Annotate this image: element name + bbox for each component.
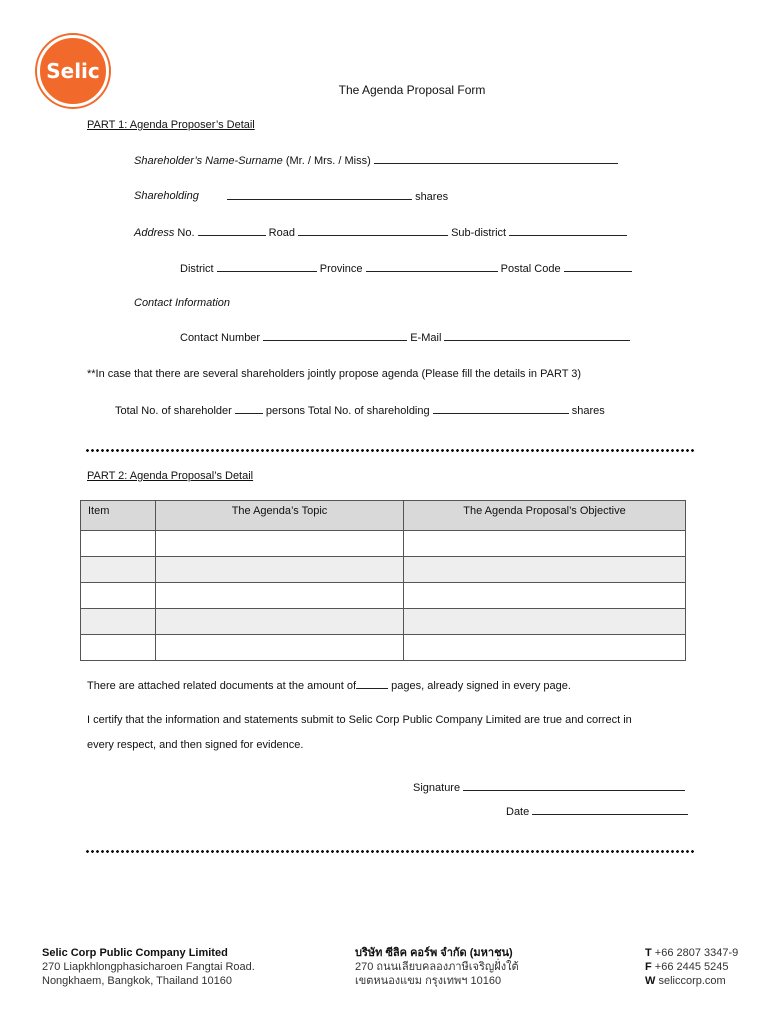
shares-unit: shares (415, 191, 449, 203)
fax-label: F (645, 961, 652, 973)
item-cell[interactable] (81, 635, 156, 661)
part1-heading: PART 1: Agenda Proposer’s Detail (87, 119, 255, 131)
footer-thai-address (355, 946, 519, 988)
column-header-topic: The Agenda’s Topic (156, 501, 404, 531)
name-titles: (Mr. / Mrs. / Miss) (285, 155, 371, 167)
attached-suffix: pages, already signed in every page. (391, 680, 571, 692)
column-header-item: Item (81, 501, 156, 531)
web-label: W (645, 975, 656, 987)
shareholding-label: Shareholding (134, 190, 199, 202)
subdistrict-label: Sub-district (451, 227, 507, 239)
form-title: The Agenda Proposal Form (338, 83, 486, 97)
table-row (81, 531, 686, 557)
item-cell[interactable] (81, 531, 156, 557)
persons-unit: persons (265, 405, 306, 417)
dotted-divider (85, 449, 695, 452)
objective-cell[interactable] (404, 557, 686, 583)
table-row (81, 583, 686, 609)
name-label: Shareholder’s Name-Surname (134, 155, 283, 167)
topic-cell[interactable] (156, 531, 404, 557)
tel-label: T (645, 947, 652, 959)
shareholding-field[interactable] (227, 190, 412, 200)
address-row (134, 226, 627, 239)
signature-row (413, 781, 685, 794)
address-en-line2: Nongkhaem, Bangkok, Thailand 10160 (42, 975, 232, 987)
date-row (506, 805, 688, 818)
table-row (81, 609, 686, 635)
district-row (180, 262, 632, 275)
company-name-en: Selic Corp Public Company Limited (42, 947, 228, 959)
total-shares-unit: shares (571, 405, 605, 417)
contact-number-field[interactable] (263, 331, 407, 341)
web-value: seliccorp.com (658, 975, 726, 987)
address-en-line1: 270 Liapkhlongphasicharoen Fangtai Road. (42, 961, 255, 973)
objective-cell[interactable] (404, 609, 686, 635)
province-field[interactable] (366, 262, 498, 272)
signature-field[interactable] (463, 781, 685, 791)
postal-label: Postal Code (500, 263, 561, 275)
total-holding-label: Total No. of shareholding (307, 405, 430, 417)
no-label: No. (177, 227, 195, 239)
name-row (134, 154, 618, 167)
email-label: E-Mail (410, 332, 442, 344)
table-row (81, 557, 686, 583)
contact-number-label: Contact Number (180, 332, 261, 344)
tel-value: +66 2807 3347-9 (654, 947, 739, 959)
objective-cell[interactable] (404, 531, 686, 557)
objective-cell[interactable] (404, 635, 686, 661)
district-field[interactable] (217, 262, 317, 272)
contact-row (180, 331, 630, 344)
part2-heading: PART 2: Agenda Proposal’s Detail (87, 470, 254, 482)
topic-cell[interactable] (156, 609, 404, 635)
pages-count-field[interactable] (356, 679, 388, 689)
item-cell[interactable] (81, 557, 156, 583)
agenda-table (80, 500, 686, 661)
date-field[interactable] (532, 805, 688, 815)
address-th-line1: 270 ถนนเลียบคลองภาษีเจริญฝั่งใต้ (355, 961, 519, 973)
logo-text: Selic (46, 59, 100, 83)
attached-prefix: There are attached related documents at the amount of (87, 680, 357, 692)
topic-cell[interactable] (156, 583, 404, 609)
certify-line-2: every respect, and then signed for evidence. (87, 739, 304, 751)
postal-field[interactable] (564, 262, 632, 272)
district-label: District (180, 263, 214, 275)
subdistrict-field[interactable] (509, 226, 627, 236)
table-header-row (81, 501, 686, 531)
address-th-line2: เขตหนองแขม กรุงเทพฯ 10160 (355, 975, 502, 987)
company-name-th: บริษัท ซีลิค คอร์พ จำกัด (มหาชน) (355, 947, 513, 959)
item-cell[interactable] (81, 583, 156, 609)
topic-cell[interactable] (156, 635, 404, 661)
table-row (81, 635, 686, 661)
address-label: Address (134, 227, 175, 239)
footer-english-address (42, 946, 255, 988)
house-no-field[interactable] (198, 226, 266, 236)
total-holder-field[interactable] (235, 404, 263, 414)
road-field[interactable] (298, 226, 448, 236)
footer-contacts (645, 946, 738, 988)
total-holding-field[interactable] (433, 404, 569, 414)
total-holder-label: Total No. of shareholder (115, 405, 232, 417)
name-field[interactable] (374, 154, 618, 164)
column-header-objective: The Agenda Proposal’s Objective (404, 501, 686, 531)
shareholding-row (227, 190, 448, 203)
totals-row (115, 404, 605, 417)
joint-proposal-note: **In case that there are several shareholders jointly propose agenda (Please fill the details in PART 3) (87, 368, 582, 380)
objective-cell[interactable] (404, 583, 686, 609)
province-label: Province (319, 263, 363, 275)
attached-docs-row (87, 679, 571, 692)
dotted-divider (85, 850, 695, 853)
fax-value: +66 2445 5245 (654, 961, 729, 973)
topic-cell[interactable] (156, 557, 404, 583)
certify-line-1: I certify that the information and statements submit to Selic Corp Public Company Limited are true and correct in (87, 714, 632, 726)
item-cell[interactable] (81, 609, 156, 635)
road-label: Road (268, 227, 295, 239)
email-field[interactable] (444, 331, 630, 341)
signature-label: Signature (413, 782, 461, 794)
contact-heading: Contact Information (134, 297, 230, 309)
date-label: Date (506, 806, 530, 818)
